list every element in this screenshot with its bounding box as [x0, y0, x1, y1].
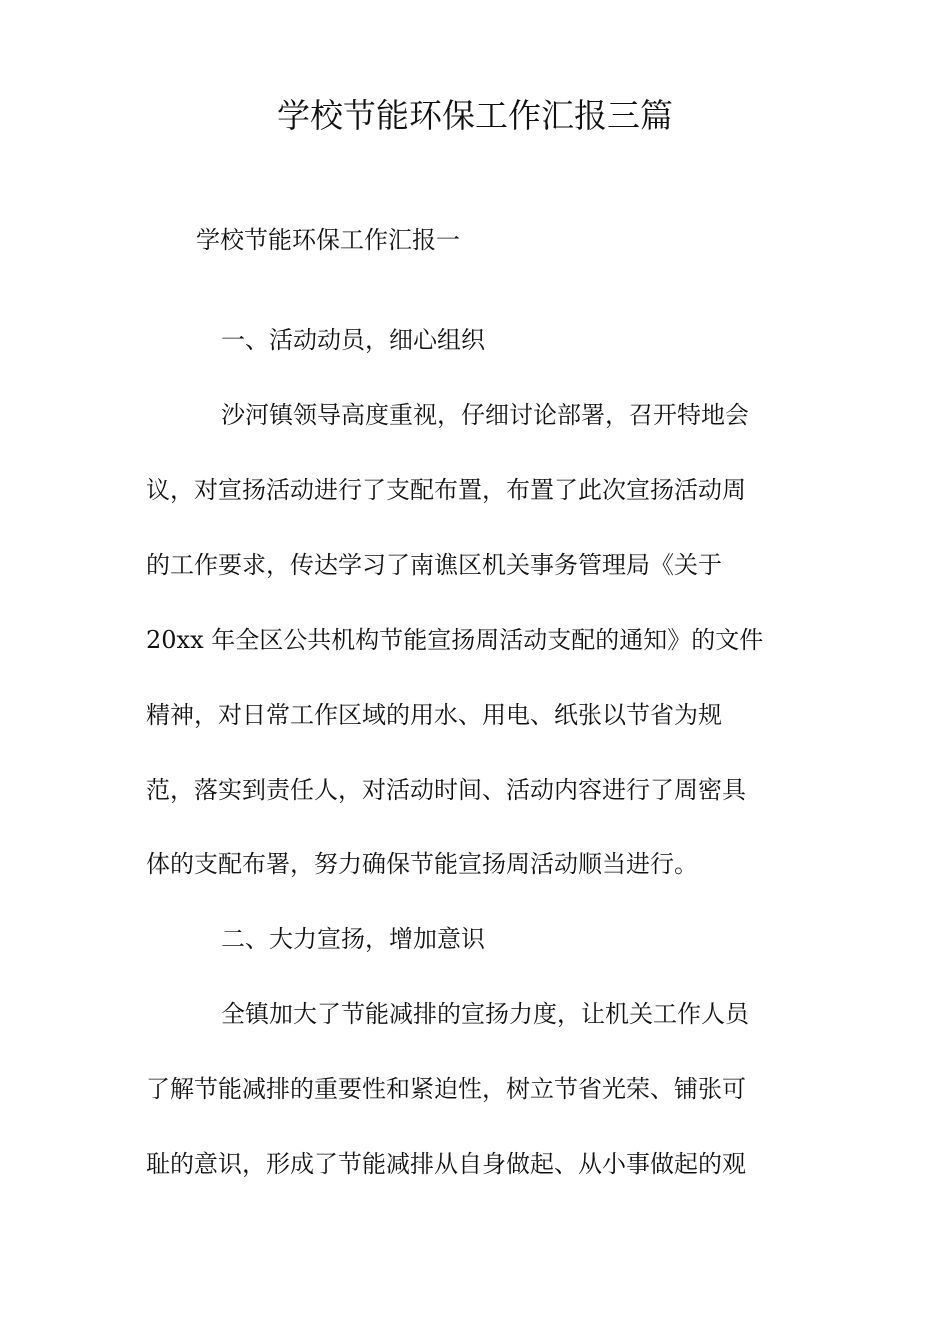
paragraph-1-line-3: 的工作要求，传达学习了南谯区机关事务管理局《关于 — [146, 551, 722, 579]
section-heading-1: 一、活动动员，细心组织 — [221, 326, 485, 354]
paragraph-1-line-7: 体的支配布署，努力确保节能宣扬周活动顺当进行。 — [146, 850, 698, 878]
paragraph-2-line-3: 耻的意识，形成了节能减排从自身做起、从小事做起的观 — [146, 1150, 746, 1178]
paragraph-1-line-4: 20xx 年全区公共机构节能宣扬周活动支配的通知》的文件 — [146, 626, 764, 654]
paragraph-2-line-2: 了解节能减排的重要性和紧迫性，树立节省光荣、铺张可 — [146, 1075, 746, 1103]
paragraph-1-line-6: 范，落实到责任人，对活动时间、活动内容进行了周密具 — [146, 776, 746, 804]
paragraph-1-line-5: 精神，对日常工作区域的用水、用电、纸张以节省为规 — [146, 701, 722, 729]
document-subtitle: 学校节能环保工作汇报一 — [196, 226, 460, 254]
paragraph-2-line-1: 全镇加大了节能减排的宣扬力度，让机关工作人员 — [221, 1000, 749, 1028]
section-heading-2: 二、大力宣扬，增加意识 — [221, 925, 485, 953]
paragraph-1-line-1: 沙河镇领导高度重视，仔细讨论部署，召开特地会 — [221, 401, 749, 429]
document-title: 学校节能环保工作汇报三篇 — [277, 96, 673, 135]
paragraph-1-line-2: 议，对宣扬活动进行了支配布置，布置了此次宣扬活动周 — [146, 476, 746, 504]
